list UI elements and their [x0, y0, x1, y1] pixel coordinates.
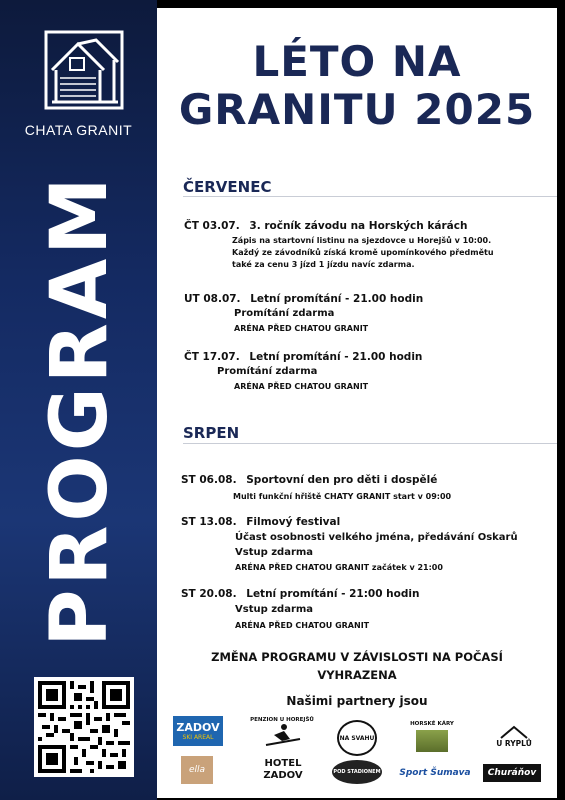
partner-label: HORSKÉ KÁRY — [410, 720, 454, 727]
event-subtitle: Promítání zdarma — [234, 308, 335, 319]
event-date: ST 13.08. — [181, 516, 237, 528]
partner-sub: SKI AREAL — [182, 733, 214, 741]
partner-ella-logo[interactable] — [181, 756, 213, 784]
event-subtitle: Promítání zdarma — [217, 366, 318, 377]
event-item — [157, 293, 557, 333]
partners-heading: Našimi partnery jsou — [286, 694, 428, 708]
event-item — [157, 220, 557, 271]
event-place: ARÉNA PŘED CHATOU GRANIT — [234, 324, 369, 333]
event-subtitle: Účast osobnosti velkého jména, předávání Oskarů — [235, 532, 518, 543]
title-line-2: GRANITU 2025 — [178, 85, 536, 134]
event-date: ČT 03.07. — [184, 220, 240, 232]
event-note: Každý ze závodníků získá kromě upomínkového předmětu — [232, 248, 494, 257]
side-strip — [0, 0, 157, 800]
event-date: ST 06.08. — [181, 474, 237, 486]
event-subtitle: Vstup zdarma — [235, 604, 314, 615]
event-title: Sportovní den pro děti i dospělé — [246, 474, 438, 486]
event-title: Letní promítání - 21.00 hodin — [249, 351, 423, 363]
event-title: Letní promítání - 21:00 hodin — [246, 588, 420, 600]
program-panel — [157, 8, 557, 798]
month-heading-july: ČERVENEC — [183, 178, 272, 196]
event-place: ARÉNA PŘED CHATOU GRANIT — [235, 621, 370, 630]
divider — [183, 196, 557, 197]
event-item — [157, 351, 557, 391]
event-note: také za cenu 3 jízd 1 jízdu navíc zdarma. — [232, 260, 415, 269]
event-date: ST 20.08. — [181, 588, 237, 600]
event-date: UT 08.07. — [184, 293, 241, 305]
partner-name: Churáňov — [487, 768, 537, 778]
partner-name: ZADOV — [176, 720, 220, 734]
partner-name: U RYPLŮ — [496, 738, 532, 748]
partner-churanov-logo[interactable] — [483, 764, 541, 782]
partner-stadion-logo[interactable] — [332, 760, 382, 784]
event-date: ČT 17.07. — [184, 351, 240, 363]
kart-photo — [416, 730, 448, 752]
month-heading-august: SRPEN — [183, 424, 240, 442]
event-note: Zápis na startovní listinu na sjezdovce u Horejšů v 10:00. — [232, 236, 492, 245]
partner-name: ZADOV — [263, 770, 303, 781]
notice-line-1: ZMĚNA PROGRAMU V ZÁVISLOSTI NA POČASÍ — [211, 650, 503, 664]
partner-zadov-logo[interactable] — [173, 716, 223, 746]
event-subtitle: Vstup zdarma — [235, 547, 314, 558]
page-title — [157, 38, 557, 134]
event-title: Letní promítání - 21.00 hodin — [250, 293, 424, 305]
skier-icon — [262, 723, 302, 749]
cottage-icon — [499, 725, 529, 739]
event-place: ARÉNA PŘED CHATOU GRANIT začátek v 21:00 — [235, 563, 443, 572]
partner-name: POD STADIONEM — [333, 769, 381, 775]
chata-logo-icon — [44, 30, 124, 110]
partner-sport-sumava-logo[interactable] — [399, 764, 471, 782]
event-title: 3. ročník závodu na Horských kárách — [249, 220, 468, 232]
brand-name: CHATA GRANIT — [24, 122, 133, 138]
partner-urvplu-logo[interactable] — [489, 718, 539, 754]
partner-nasvahu-logo[interactable] — [337, 720, 377, 756]
partner-penzion-logo[interactable] — [247, 712, 317, 754]
event-item — [157, 588, 557, 630]
partner-name: Sport Šumava — [399, 768, 471, 778]
event-item — [157, 516, 557, 572]
event-place: Multi funkční hřiště CHATY GRANIT start v 09:00 — [233, 492, 452, 501]
divider — [183, 443, 557, 444]
weather-notice — [157, 648, 557, 684]
partner-karts-logo[interactable] — [407, 716, 457, 756]
partner-name: HOTEL — [264, 758, 302, 769]
event-title: Filmový festival — [246, 516, 341, 528]
event-place: ARÉNA PŘED CHATOU GRANIT — [234, 382, 369, 391]
partner-label: PENZION U HOREJŠŮ — [250, 717, 314, 723]
partner-hotel-zadov-logo[interactable] — [253, 754, 313, 786]
title-line-1: LÉTO NA — [252, 37, 462, 86]
event-item — [157, 474, 557, 501]
partner-name: ella — [188, 765, 206, 775]
program-vertical-label: PROGRAM — [35, 173, 125, 647]
notice-line-2: VYHRAZENA — [317, 668, 397, 682]
qr-code-icon[interactable] — [34, 677, 134, 777]
partner-name: NA SVAHU — [339, 734, 375, 742]
